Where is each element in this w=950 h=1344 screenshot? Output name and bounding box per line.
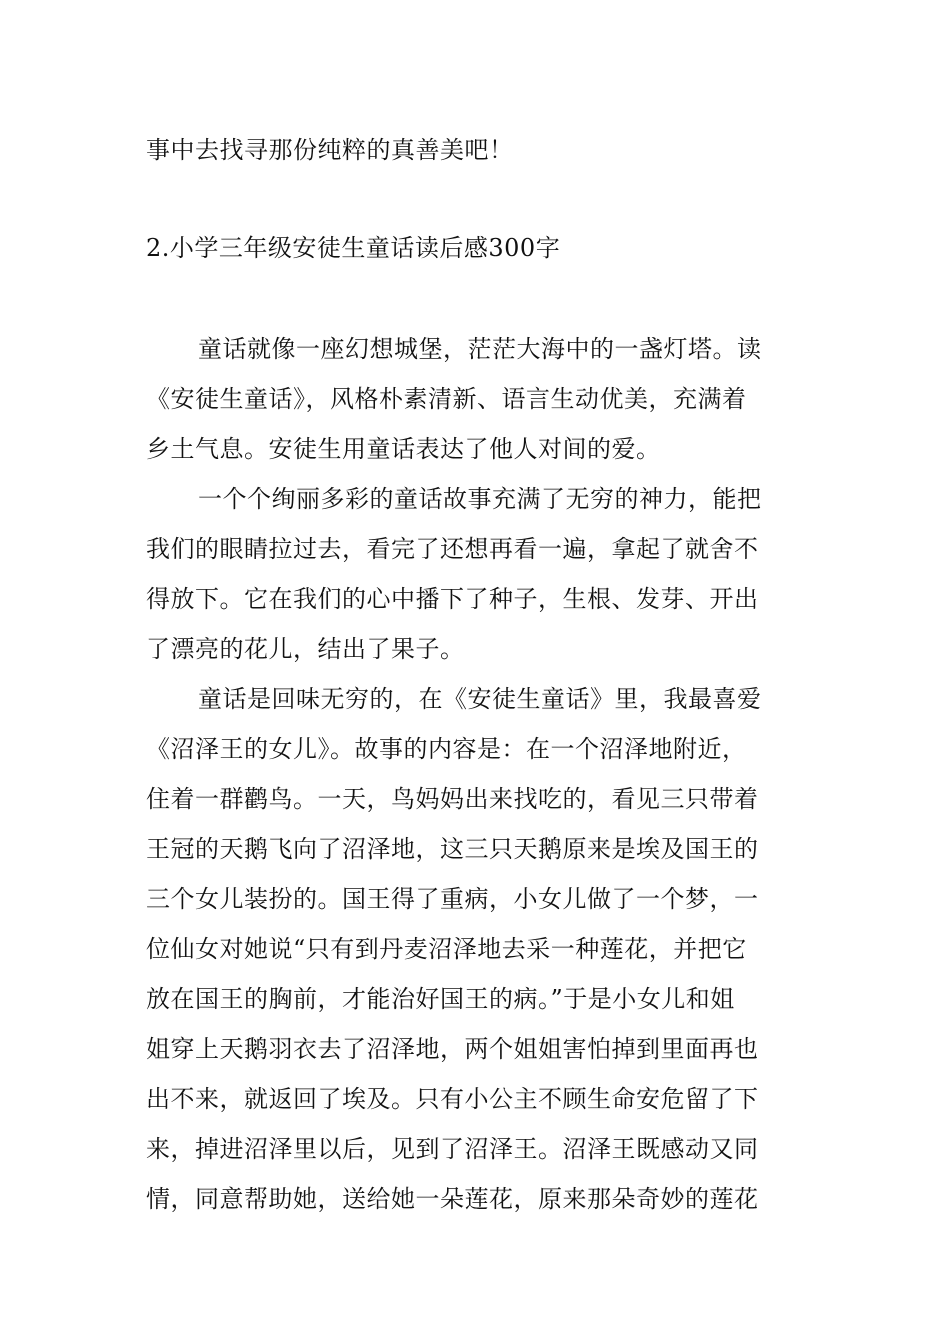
paragraph-line: 得放下。它在我们的心中播下了种子，生根、发芽、开出 — [146, 585, 759, 613]
paragraph-line: 《安徒生童话》，风格朴素清新、语言生动优美，充满着 — [146, 385, 747, 413]
paragraph-line: 出不来，就返回了埃及。只有小公主不顾生命安危留了下 — [146, 1085, 759, 1113]
paragraph-line: 了漂亮的花儿，结出了果子。 — [146, 635, 465, 663]
paragraph-line: 住着一群鹳鸟。一天，鸟妈妈出来找吃的，看见三只带着 — [146, 785, 759, 813]
paragraph-line: 乡土气息。安徒生用童话表达了他人对间的爱。 — [146, 435, 661, 463]
paragraph-line: 位仙女对她说“只有到丹麦沼泽地去采一种莲花，并把它 — [146, 935, 747, 963]
paragraph-line: 情，同意帮助她，送给她一朵莲花，原来那朵奇妙的莲花 — [146, 1185, 759, 1213]
paragraph-line: 《沼泽王的女儿》。故事的内容是：在一个沼泽地附近， — [146, 735, 747, 763]
paragraph-line: 王冠的天鹅飞向了沼泽地，这三只天鹅原来是埃及国王的 — [146, 835, 759, 863]
text-line: 事中去找寻那份纯粹的真善美吧！ — [146, 136, 514, 164]
paragraph-line: 放在国王的胸前，才能治好国王的病。”于是小女儿和姐 — [146, 985, 735, 1013]
paragraph-line: 一个个绚丽多彩的童话故事充满了无穷的神力，能把 — [198, 485, 762, 513]
paragraph-line: 来，掉进沼泽里以后，见到了沼泽王。沼泽王既感动又同 — [146, 1135, 759, 1163]
paragraph-line: 童话就像一座幻想城堡，茫茫大海中的一盏灯塔。读 — [198, 335, 762, 363]
section-heading: 2.小学三年级安徒生童话读后感300字 — [146, 234, 561, 262]
paragraph-line: 我们的眼睛拉过去，看完了还想再看一遍，拿起了就舍不 — [146, 535, 759, 563]
paragraph-line: 三个女儿装扮的。国王得了重病，小女儿做了一个梦，一 — [146, 885, 759, 913]
paragraph-line: 童话是回味无穷的，在《安徒生童话》里，我最喜爱 — [198, 685, 762, 713]
paragraph-line: 姐穿上天鹅羽衣去了沼泽地，两个姐姐害怕掉到里面再也 — [146, 1035, 759, 1063]
